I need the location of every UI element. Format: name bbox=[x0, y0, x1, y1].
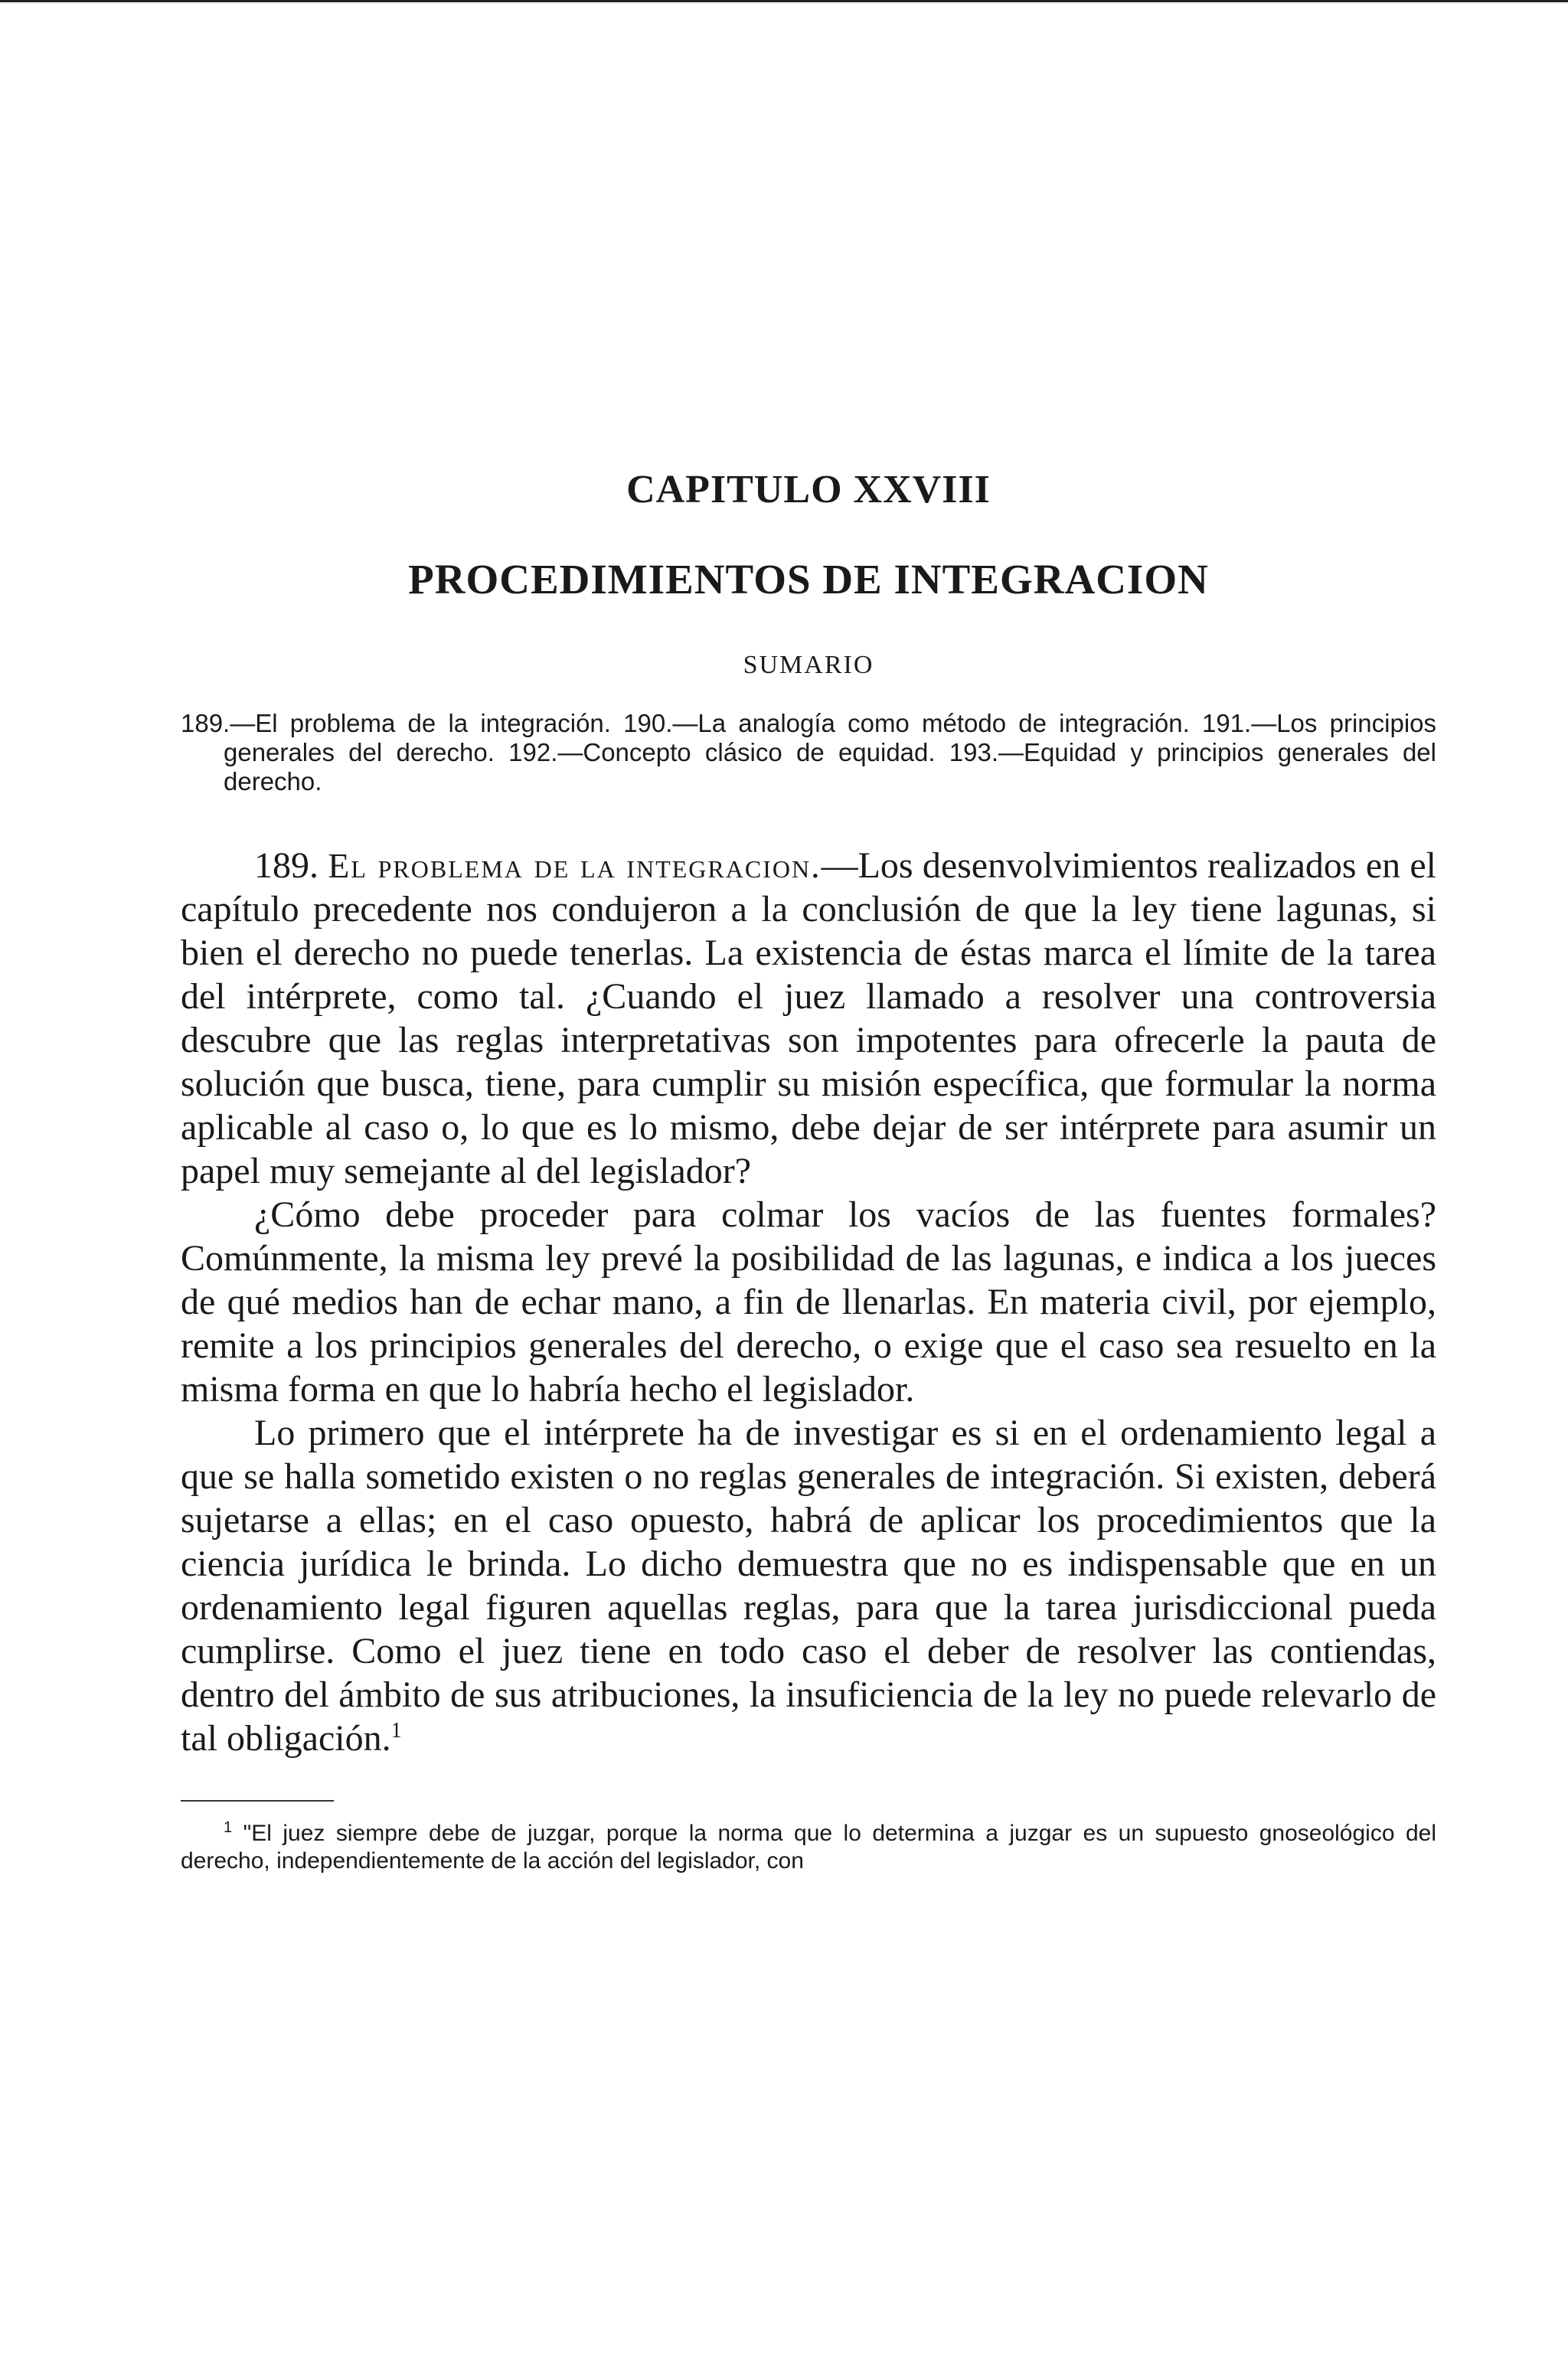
section-189-paragraph bbox=[181, 844, 1436, 1193]
section-body-text: —Los desenvolvimientos realizados en el capítulo precedente nos condujeron a la conclusión de que la ley tiene lagunas, si bien el derecho no puede tenerlas. La existencia de éstas marca el límite de la tarea del intérprete, como tal. ¿Cuando el juez llamado a resolver una controversia descubre que las reglas interpretativas son impotentes para ofrecerle la pauta de solución que busca, tiene, para cumplir su misión específica, que formular la norma aplicable al caso o, lo que es lo mismo, debe dejar de ser intérprete para asumir un papel muy semejante al del legislador? bbox=[181, 845, 1437, 1191]
footnote-mark: 1 bbox=[224, 1819, 233, 1836]
chapter-number: CAPITULO XXVIII bbox=[626, 468, 991, 511]
body-paragraph-with-note bbox=[181, 1411, 1436, 1760]
section-title: El problema de la integracion. bbox=[328, 846, 822, 885]
footnote-text: "El juez siempre debe de juzgar, porque la norma que lo determina a juzgar es un supuesto gnoseológico del derecho, independientemente de la acción del legislador, con bbox=[181, 1821, 1437, 1874]
summary-heading: SUMARIO bbox=[743, 651, 874, 679]
body-paragraph-text: Lo primero que el intérprete ha de investigar es si en el ordenamiento legal a que se halla sometido existen o no reglas generales de integración. Si existen, deberá sujetarse a ellas; en el caso opuesto, habrá de aplicar los procedimientos que la ciencia jurídica le brinda. Lo dicho demuestra que no es indispensable que en un ordenamiento legal figuren aquellas reglas, para que la tarea jurisdiccional pueda cumplirse. Como el juez tiene en todo caso el deber de resolver las contiendas, dentro del ámbito de sus atribuciones, la insuficiencia de la ley no puede relevarlo de tal obligación. bbox=[181, 1413, 1436, 1759]
footnote-reference[interactable]: 1 bbox=[390, 1719, 402, 1743]
section-number: 189. bbox=[254, 845, 318, 886]
document-page bbox=[181, 467, 1436, 1875]
footnote-divider bbox=[181, 1800, 334, 1802]
page-top-border bbox=[0, 0, 1568, 2]
footnote bbox=[181, 1820, 1436, 1875]
chapter-title: PROCEDIMIENTOS DE INTEGRACION bbox=[408, 556, 1209, 603]
body-paragraph: ¿Cómo debe proceder para colmar los vacíos de las fuentes formales? Comúnmente, la misma ley prevé la posibilidad de las lagunas, e indica a los jueces de qué medios han de echar mano, a fin de llenarlas. En materia civil, por ejemplo, remite a los principios generales del derecho, o exige que el caso sea resuelto en la misma forma en que lo habría hecho el legislador. bbox=[181, 1194, 1436, 1410]
summary-text: 189.—El problema de la integración. 190.—La analogía como método de integración. 191.—Los principios generales del derecho. 192.—Concepto clásico de equidad. 193.—Equidad y principios generales del derecho. bbox=[181, 709, 1436, 796]
